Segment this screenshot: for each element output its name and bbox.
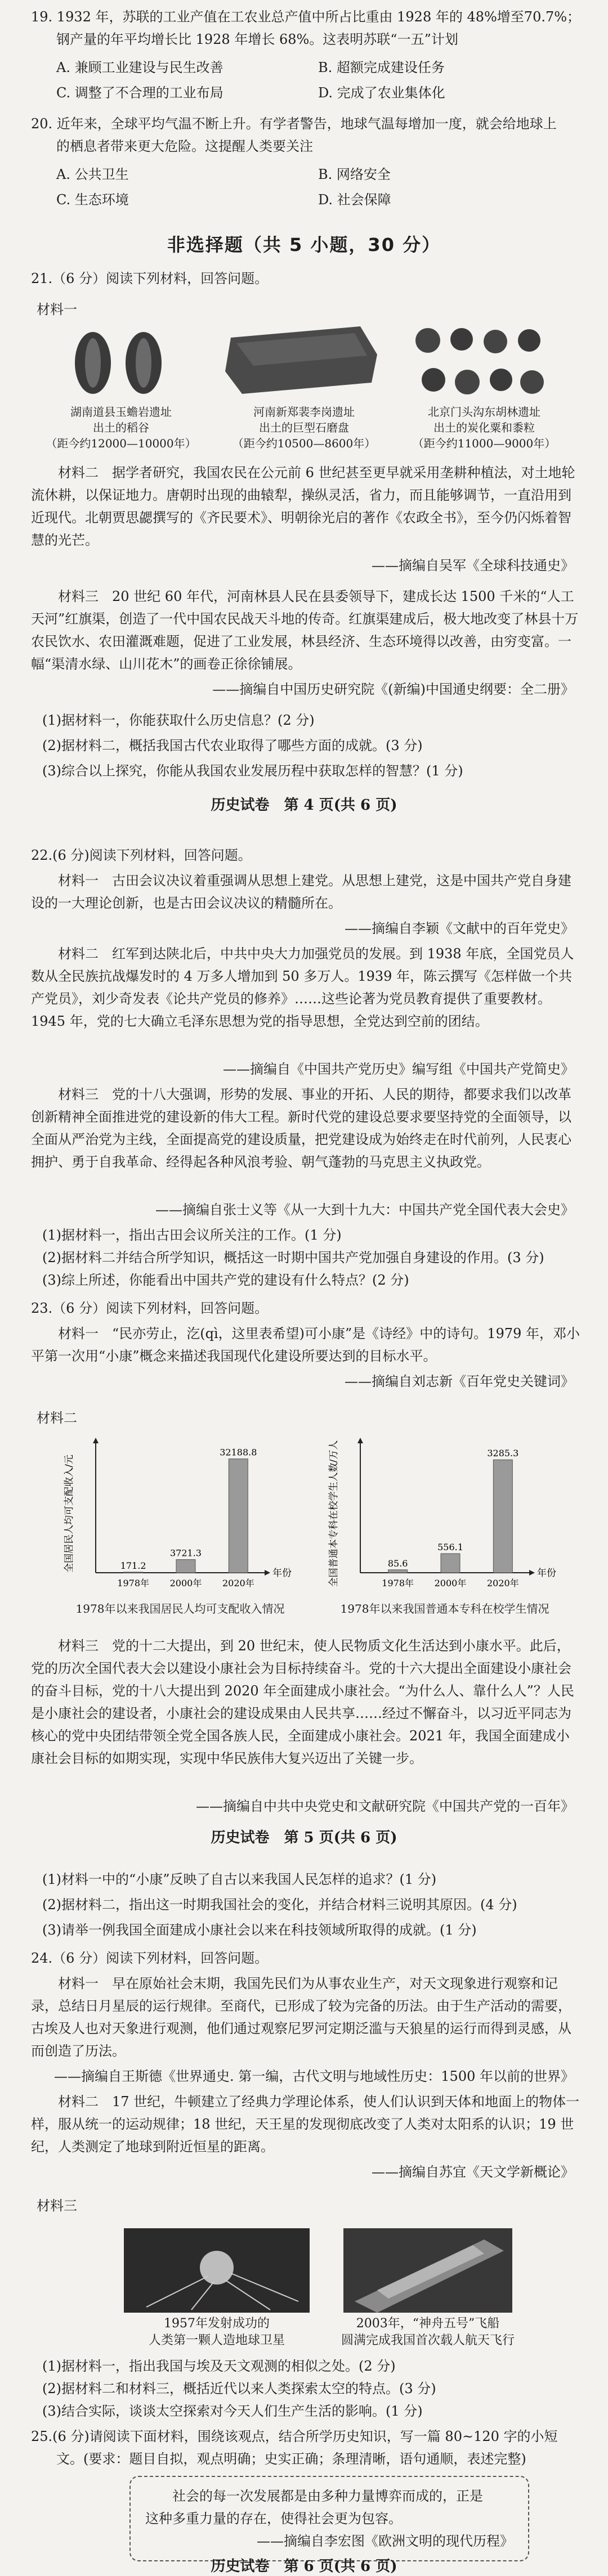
- q25-quote-line1: 社会的每一次发展都是由多种力量博弈而成的，正是: [172, 2488, 483, 2504]
- q22-material2-text: 材料二 红军到达陕北后，中共中央大力加强党员的发展。到 1938 年底，全国党员人数从全民族抗战爆发时的 4 万多人增加到 50 多万人。1939 年，陈云撰写《怎样做一个共产党员》，刘少奇发表《论共产党员的修养》……这些论著为党员教育提供了重要教材。1945 年，党的七大确立毛泽东思想为党的指导思想，全党达到空前的团结。: [31, 946, 574, 1029]
- q25-intro-line2: 文。(要求：题目自拟，观点明确；史实正确；条理清晰，语句通顺，表述完整): [56, 2451, 526, 2467]
- q22-material1-text: 材料一 古田会议决议着重强调从思想上建党。从思想上建党，这是中国共产党自身建设的一大理论创新，也是古田会议决议的精髓所在。: [31, 873, 571, 911]
- q23-material2-label: 材料二: [37, 1410, 77, 1426]
- q19-option-c[interactable]: C. 调整了不合理的工业布局: [56, 85, 223, 101]
- bar-value-label: 556.1: [437, 1542, 463, 1553]
- q21-material2-text: 材料二 据学者研究，我国农民在公元前 6 世纪甚至更早就采用垄耕种植法，对土地轮流休耕，以保证地力。唐朝时出现的曲辕犁，操纵灵活，省力，而且能够调节，一直沿用到近现代。北朝贾思勰撰写的《齐民要术》、明朝徐光启的著作《农政全书》，至今仍闪烁着智慧的光芒。: [31, 465, 575, 548]
- q25-quote-line2: 这种多重力量的存在，使得社会更为包容。: [145, 2511, 402, 2526]
- q21-material1-label: 材料一: [37, 302, 77, 317]
- millet-grains-image: [411, 324, 546, 402]
- bar: [493, 1460, 512, 1573]
- q22-question-3: (3)综上所述，你能看出中国共产党的建设有什么特点？(2 分): [42, 1272, 409, 1288]
- q19-stem-line1: 19. 1932 年，苏联的工业产值在工农业总产值中所占比重由 1928 年的 48%增至70.7%；: [31, 9, 581, 25]
- q23-question-1: (1)材料一中的“小康”反映了自古以来我国人民怎样的追求？(1 分): [42, 1872, 437, 1887]
- q24-material2-text: 材料二 17 世纪，牛顿建立了经典力学理论体系，使人们认识到天体和地面上的物体一样，服从统一的运动规律；18 世纪，天王星的发现彻底改变了人类对太阳系的认识；19 世纪，人类测定了地球到附近恒星的距离。: [31, 2094, 580, 2155]
- category-label: 2020年: [222, 1578, 254, 1588]
- q24-material1-text: 材料一 早在原始社会末期，我国先民们为从事农业生产，对天文现象进行观察和记录，总结日月星辰的运行规律。至商代，已形成了较为完备的历法。由于生产活动的需要，古埃及人也对天象进行观测，他们通过观察尼罗河定期泛滥与天狼星的运行而得到灵感，从而创造了历法。: [31, 1976, 571, 2059]
- q23-intro: 23.（6 分）阅读下列材料，回答问题。: [31, 1300, 269, 1316]
- q20-options-row1: [56, 163, 580, 186]
- spacecraft-photo-caption: 2003年，“神舟五号”飞船 圆满完成我国首次载人航天飞行: [341, 2317, 515, 2348]
- x-axis-label: 年份: [537, 1568, 556, 1579]
- category-label: 2000年: [434, 1578, 467, 1588]
- q23-material1-text: 材料一 “民亦劳止，汔(qì，这里表希望)可小康”是《诗经》中的诗句。1979 年，邓小平第一次用“小康”概念来描述我国现代化建设所要达到的目标水平。: [31, 1326, 580, 1364]
- x-axis-arrow: [265, 1570, 270, 1576]
- q21-material2-source: ——摘编自吴军《全球科技通史》: [372, 558, 574, 573]
- q23-question-3: (3)请举一例我国全面建成小康社会以来在科技领域所取得的成就。(1 分): [42, 1922, 477, 1938]
- q20-option-a[interactable]: A. 公共卫生: [56, 167, 129, 182]
- category-label: 2000年: [169, 1578, 202, 1588]
- y-axis-arrow: [93, 1438, 99, 1443]
- x-axis-arrow: [529, 1570, 535, 1576]
- q20-options-row2: [56, 189, 580, 211]
- q24-question-1: (1)据材料一，指出我国与埃及天文观测的相似之处。(2 分): [42, 2358, 396, 2374]
- q19-stem-line2: 钢产量的年平均增长比 1928 年增长 68%。这表明苏联“一五”计划: [56, 32, 458, 47]
- q24-material3-label: 材料三: [37, 2198, 77, 2214]
- artifact-caption-rice: 湖南道县玉蟾岩遗址 出土的稻谷 （距今约12000—10000年）: [46, 405, 196, 450]
- satellite-photo-caption: 1957年发射成功的 人类第一颗人造地球卫星: [148, 2317, 285, 2348]
- q19-options-row2: [56, 82, 580, 104]
- students-chart-svg: [327, 1435, 563, 1598]
- q21-material3-text: 材料三 20 世纪 60 年代，河南林县人民在县委领导下，建成长达 1500 千米的“人工天河”红旗渠，创造了一代中国农民战天斗地的传奇。红旗渠建成后，极大地改变了林县十万农民饮水、农田灌溉难题，促进了工业发展，林县经济、生态环境得以改善，由穷变富。一幅“渠清水绿、山川花木”的画卷正徐徐铺展。: [31, 589, 579, 672]
- bar: [229, 1459, 248, 1573]
- category-label: 1978年: [117, 1578, 150, 1588]
- students-chart: [327, 1435, 563, 1621]
- q20-option-d[interactable]: D. 社会保障: [318, 192, 391, 208]
- q23-material1-source: ——摘编自刘志新《百年党史关键词》: [345, 1374, 574, 1389]
- income-chart-title: 1978年以来我国居民人均可支配收入情况: [75, 1602, 285, 1615]
- q22-question-1: (1)据材料一，指出古田会议所关注的工作。(1 分): [42, 1227, 342, 1243]
- page-footer-5: 历史试卷 第 5 页(共 6 页): [211, 1829, 397, 1846]
- q24-material2-source: ——摘编自苏宜《天文学新概论》: [372, 2164, 574, 2180]
- q21-question-2: (2)据材料二，概括我国古代农业取得了哪些方面的成就。(3 分): [42, 738, 423, 753]
- satellite-photo: [124, 2228, 310, 2313]
- y-axis-label: 全国普通本专科在校学生人数/万人: [328, 1440, 339, 1587]
- category-label: 2020年: [486, 1578, 519, 1588]
- q22-intro: 22.(6 分)阅读下列材料，回答问题。: [31, 847, 252, 863]
- bar-value-label: 3285.3: [487, 1448, 519, 1459]
- bar-value-label: 3721.3: [170, 1547, 202, 1559]
- x-axis-label: 年份: [272, 1568, 292, 1579]
- income-chart: [62, 1435, 298, 1621]
- q22-question-2: (2)据材料二并结合所学知识，概括这一时期中国共产党加强自身建设的作用。(3 分): [42, 1250, 544, 1265]
- millstone-image: [220, 321, 383, 400]
- rice-grain-image: [62, 326, 175, 400]
- category-label: 1978年: [382, 1578, 414, 1588]
- page-footer-6: 历史试卷 第 6 页(共 6 页): [211, 2558, 397, 2575]
- q22-material1-source: ——摘编自李颖《文献中的百年党史》: [345, 921, 574, 936]
- y-axis-arrow: [357, 1438, 363, 1443]
- q19-option-b[interactable]: B. 超额完成建设任务: [318, 60, 445, 75]
- bar: [176, 1560, 195, 1573]
- q20-stem-line1: 20. 近年来，全球平均气温不断上升。有学者警告，地球气温每增加一度，就会给地球上: [31, 116, 557, 132]
- artifact-caption-millet: 北京门头沟东胡林遗址 出土的炭化粟和黍粒 （距今约11000—9000年）: [412, 405, 556, 450]
- q21-material3-source: ——摘编自中国历史研究院《(新编)中国通史纲要：全二册》: [212, 681, 574, 697]
- spacecraft-photo: [343, 2228, 512, 2313]
- q24-question-3: (3)结合实际，谈谈太空探索对今天人们生产生活的影响。(1 分): [42, 2403, 423, 2419]
- q20-stem-line2: 的栖息者带来更大危险。这提醒人类要关注: [56, 138, 313, 154]
- q25-intro-line1: 25.(6 分)请阅读下面材料，围绕该观点，结合所学历史知识，写一篇 80~120 字的小短: [31, 2429, 558, 2444]
- artifact-caption-millstone: 河南新郑裴李岗遗址 出土的巨型石磨盘 （距今约10500—8600年）: [232, 405, 376, 450]
- bar-value-label: 32188.8: [220, 1447, 257, 1458]
- q23-question-2: (2)据材料二，指出这一时期我国社会的变化，并结合材料三说明其原因。(4 分): [42, 1897, 517, 1913]
- section-title: 非选择题（共 5 小题，30 分）: [167, 234, 441, 255]
- q21-intro: 21.（6 分）阅读下列材料，回答问题。: [31, 271, 269, 286]
- q23-material3-source: ——摘编自中共中央党史和文献研究院《中国共产党的一百年》: [196, 1798, 574, 1814]
- q22-material3-source: ——摘编自张士义等《从一大到十九大：中国共产党全国代表大会史》: [155, 1202, 574, 1218]
- bar: [441, 1554, 460, 1573]
- q20-option-b[interactable]: B. 网络安全: [318, 167, 391, 182]
- q22-material2-source: ——摘编自《中国共产党历史》编写组《中国共产党简史》: [223, 1061, 574, 1077]
- q20-option-c[interactable]: C. 生态环境: [56, 192, 129, 208]
- q24-question-2: (2)据材料二和材料三，概括近代以来人类探索太空的特点。(3 分): [42, 2381, 436, 2397]
- y-axis-label: 全国居民人均可支配收入/元: [64, 1455, 75, 1573]
- q24-material1-source: ——摘编自王斯德《世界通史. 第一编，古代文明与地域性历史：1500 年以前的世界》: [54, 2068, 574, 2084]
- q24-intro: 24.（6 分）阅读下列材料，回答问题。: [31, 1950, 269, 1966]
- q19-option-a[interactable]: A. 兼顾工业建设与民生改善: [56, 60, 223, 75]
- q21-question-1: (1)据材料一，你能获取什么历史信息？(2 分): [42, 712, 315, 728]
- bar-value-label: 171.2: [120, 1560, 146, 1571]
- income-chart-svg: [62, 1435, 298, 1598]
- students-chart-title: 1978年以来我国普通本专科在校学生情况: [340, 1602, 549, 1615]
- bar: [124, 1572, 143, 1573]
- q19-options-row1: [56, 56, 580, 79]
- q22-material3-text: 材料三 党的十八大强调，形势的发展、事业的开拓、人民的期待，都要求我们以改革创新精神全面推进党的建设新的伟大工程。新时代党的建设总要求要坚持党的全面领导，以全面从严治党为主线，全面提高党的建设质量，把党建设成为始终走在时代前列，人民衷心拥护、勇于自我革命、经得起各种风浪考验、朝气蓬勃的马克思主义执政党。: [31, 1087, 571, 1170]
- page-footer-4: 历史试卷 第 4 页(共 6 页): [211, 797, 397, 814]
- q25-quote-box: [129, 2476, 529, 2561]
- q21-question-3: (3)综合以上探究，你能从我国农业发展历程中获取怎样的智慧？(1 分): [42, 763, 463, 779]
- bar: [388, 1570, 408, 1573]
- q23-material3-text: 材料三 党的十二大提出，到 20 世纪末，使人民物质文化生活达到小康水平。此后，党的历次全国代表大会以建设小康社会为目标持续奋斗。党的十六大提出全面建设小康社会的奋斗目标，党的十八大提出到 2020 年全面建成小康社会。“为什么人、靠什么人”？人民是小康社会的建设者，小康社会的建设成果由人民共享……经过不懈奋斗，以习近平同志为核心的党中央团结带领全党全国各族人民，全面建成小康社会。2021 年，我国全面建成小康社会目标的如期实现，实现中华民族伟大复兴迈出了关键一步。: [31, 1638, 574, 1766]
- bar-value-label: 85.6: [387, 1558, 408, 1569]
- q19-option-d[interactable]: D. 完成了农业集体化: [318, 85, 445, 101]
- q25-quote-source: ——摘编自李宏图《欧洲文明的现代历程》: [257, 2533, 513, 2549]
